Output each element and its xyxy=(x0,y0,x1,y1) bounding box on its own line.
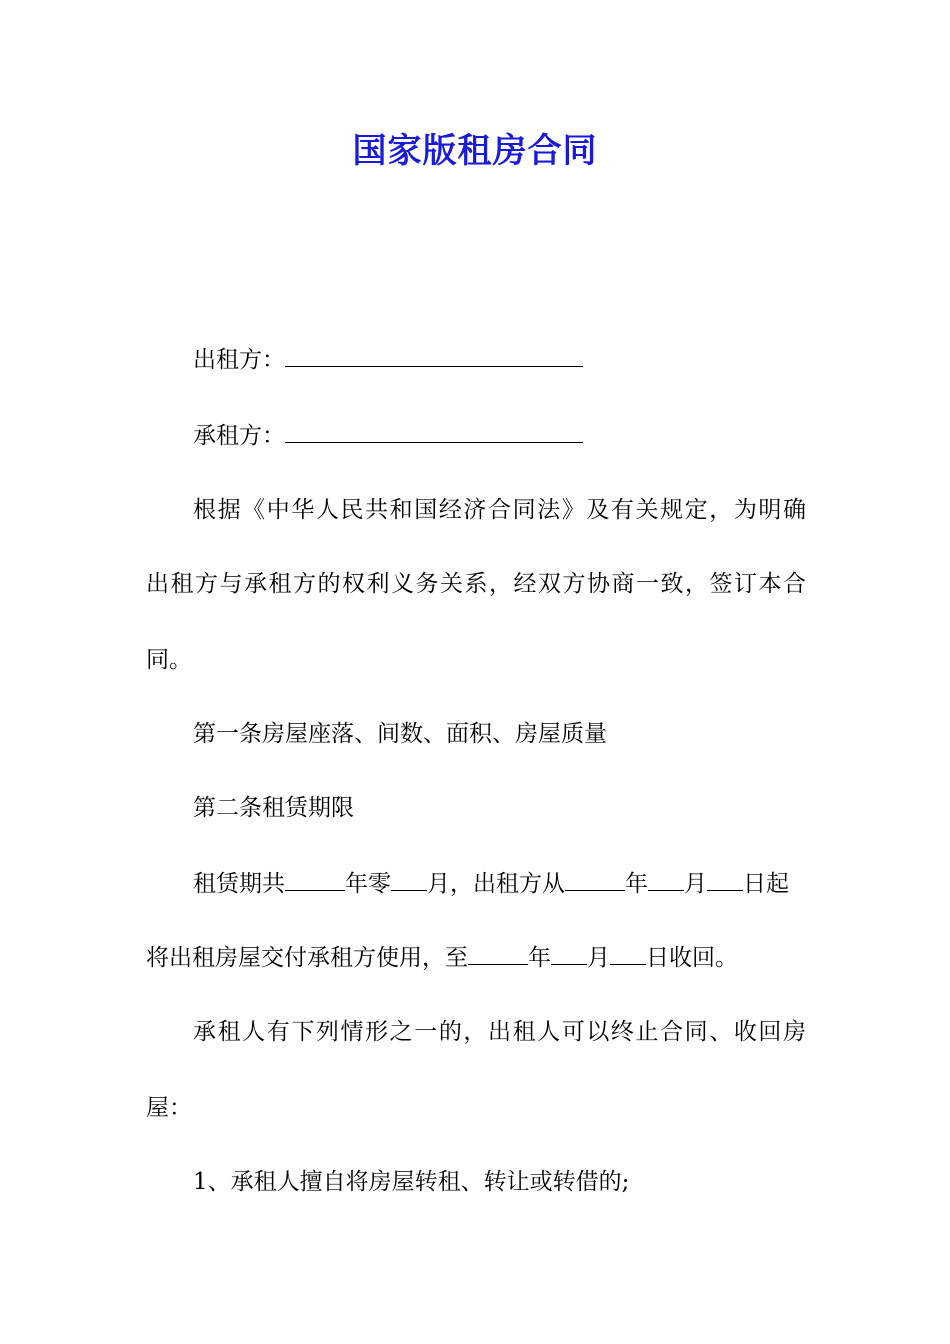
term-text: 租赁期共 xyxy=(193,871,285,897)
intro-line-1: 根据《中华人民共和国经济合同法》及有关规定，为明确 xyxy=(193,497,806,523)
term-text: 年 xyxy=(625,871,648,897)
article-1-heading: 第一条房屋座落、间数、面积、房屋质量 xyxy=(193,721,607,747)
term-text: 年 xyxy=(528,945,551,971)
lessee-line xyxy=(193,420,853,452)
lessee-blank xyxy=(285,420,583,443)
lessor-blank xyxy=(285,344,583,367)
years-blank xyxy=(285,868,345,891)
lessor-line xyxy=(193,344,853,376)
clause-item-1: 1、承租人擅自将房屋转租、转让或转借的; xyxy=(193,1169,630,1195)
document-title: 国家版租房合同 xyxy=(352,131,598,171)
term-line-2 xyxy=(146,942,806,974)
end-day-blank xyxy=(610,942,646,965)
termination-line-1: 承租人有下列情形之一的，出租人可以终止合同、收回房 xyxy=(193,1019,806,1045)
intro-line-3: 同。 xyxy=(146,647,192,673)
term-text: 月，出租方从 xyxy=(427,871,565,897)
term-text: 年零 xyxy=(345,871,391,897)
start-year-blank xyxy=(565,868,625,891)
term-line-1 xyxy=(193,868,853,900)
end-month-blank xyxy=(551,942,587,965)
end-year-blank xyxy=(468,942,528,965)
term-text: 月 xyxy=(684,871,707,897)
term-text: 日起 xyxy=(743,871,789,897)
term-text: 将出租房屋交付承租方使用，至 xyxy=(146,945,468,971)
termination-line-2: 屋： xyxy=(146,1095,192,1121)
months-blank xyxy=(391,868,427,891)
intro-line-2: 出租方与承租方的权利义务关系，经双方协商一致，签订本合 xyxy=(146,571,806,597)
lessor-label: 出租方： xyxy=(193,347,285,373)
start-day-blank xyxy=(707,868,743,891)
lessee-label: 承租方： xyxy=(193,423,285,449)
article-2-heading: 第二条租赁期限 xyxy=(193,795,354,821)
start-month-blank xyxy=(648,868,684,891)
term-text: 日收回。 xyxy=(646,945,738,971)
term-text: 月 xyxy=(587,945,610,971)
